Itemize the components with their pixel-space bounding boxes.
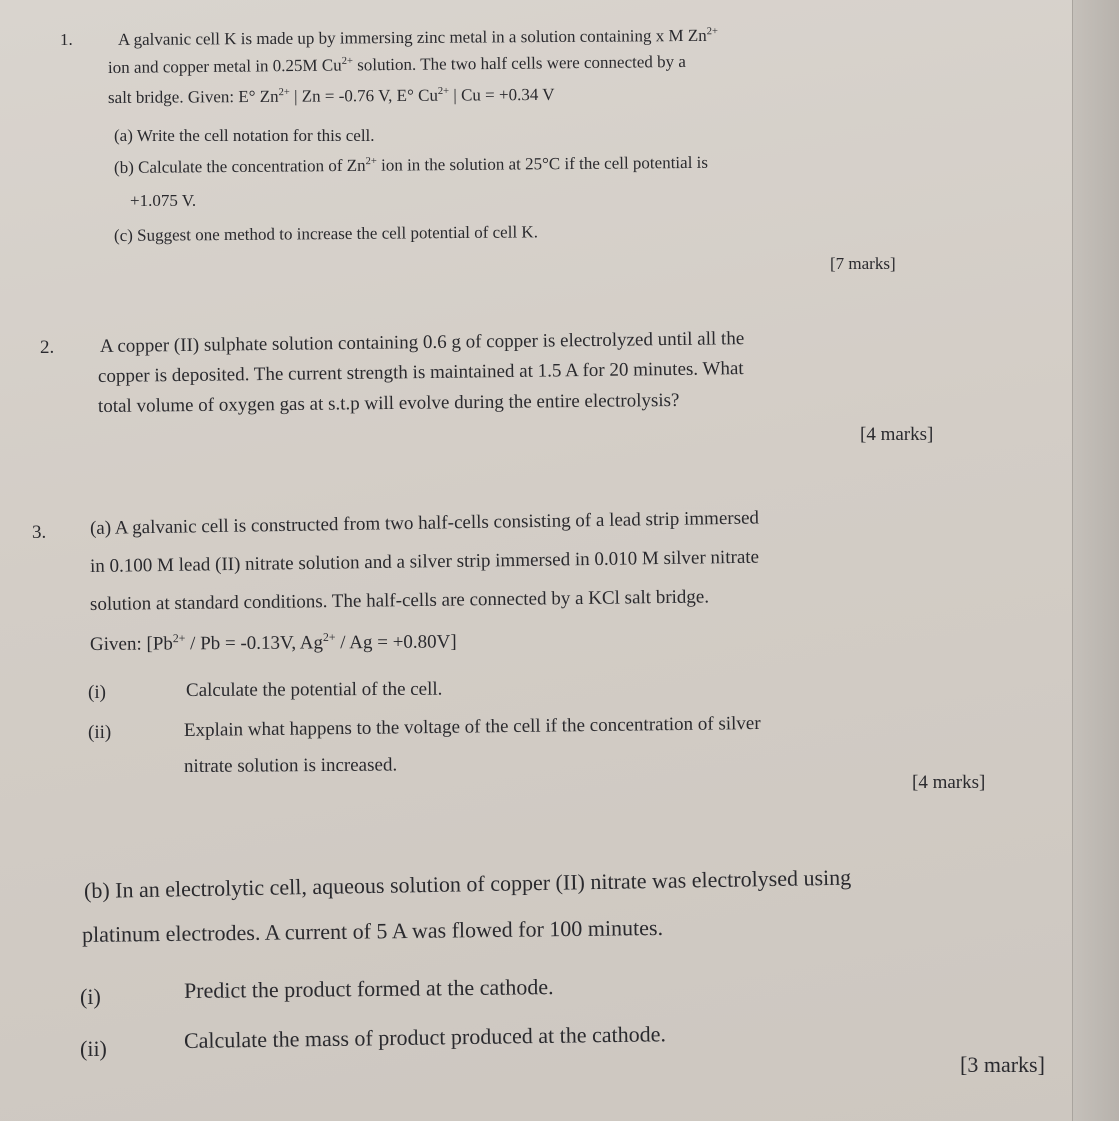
q3b-i-text: Predict the product formed at the cathode.	[183, 974, 554, 1003]
q1-marks: [7 marks]	[830, 254, 896, 273]
q3-line3: solution at standard conditions. The half-cells are connected by a KCl salt bridge.	[89, 586, 710, 615]
q2-number: 2.	[40, 337, 55, 358]
q3b-line1: (b) In an electrolytic cell, aqueous solution of copper (II) nitrate was electrolysed using	[83, 864, 852, 903]
q1-part-c: (c) Suggest one method to increase the cell potential of cell K.	[113, 222, 538, 245]
q3-given: Given: [$Pb^{2+} / Pb = -0.13V$, $Ag^{2+} / Ag = +0.80V$]	[89, 630, 457, 655]
q2-marks: [4 marks]	[860, 424, 934, 445]
q3-ii-text2: nitrate solution is increased.	[183, 754, 398, 777]
q1-number: 1.	[60, 30, 73, 49]
q3-line2: in 0.100 M lead (II) nitrate solution and a silver strip immersed in 0.010 M silver nitrate	[89, 546, 760, 577]
q2-line1: A copper (II) sulphate solution containing 0.6 g of copper is electrolyzed until all the	[99, 328, 745, 357]
q3-ii-text: Explain what happens to the voltage of the cell if the concentration of silver	[183, 712, 761, 741]
q3-i-text: Calculate the potential of the cell.	[185, 678, 443, 701]
q1-line1: A galvanic cell K is made up by immersing zinc metal in a solution containing x M $Zn^{2+}$	[117, 25, 718, 49]
q3b-line2: platinum electrodes. A current of 5 A was flowed for 100 minutes.	[81, 914, 664, 947]
q3b-i-label: (i)	[80, 984, 101, 1009]
q1-part-a: (a) Write the cell notation for this cell.	[114, 126, 375, 145]
q3-marks-a: [4 marks]	[912, 772, 986, 793]
q3-marks-b: [3 marks]	[960, 1052, 1045, 1077]
q1-line3: salt bridge. Given: E° $Zn^{2+}$ | Zn = -0.76 V, E° $Cu^{2+}$ | Cu = +0.34 V	[107, 84, 555, 107]
q2-line2: copper is deposited. The current strength is maintained at 1.5 A for 20 minutes. What	[97, 358, 744, 387]
q3-ii-label: (ii)	[88, 722, 112, 743]
page-edge	[1072, 0, 1119, 1121]
q3-number: 3.	[32, 522, 47, 543]
q2-line3: total volume of oxygen gas at s.t.p will evolve during the entire electrolysis?	[97, 389, 680, 417]
q3b-ii-label: (ii)	[80, 1036, 107, 1061]
q3-i-label: (i)	[88, 682, 106, 703]
q3b-ii-text: Calculate the mass of product produced at the cathode.	[183, 1021, 667, 1053]
q3-line1: (a) A galvanic cell is constructed from two half-cells consisting of a lead strip immersed	[89, 507, 760, 539]
q1-part-b: (b) Calculate the concentration of $Zn^{2+}$ ion in the solution at 25°C if the cell potential is	[113, 152, 709, 177]
q1-part-b-line2: +1.075 V.	[130, 191, 197, 210]
q1-line2: ion and copper metal in 0.25M $Cu^{2+}$ solution. The two half cells were connected by a	[107, 51, 686, 77]
